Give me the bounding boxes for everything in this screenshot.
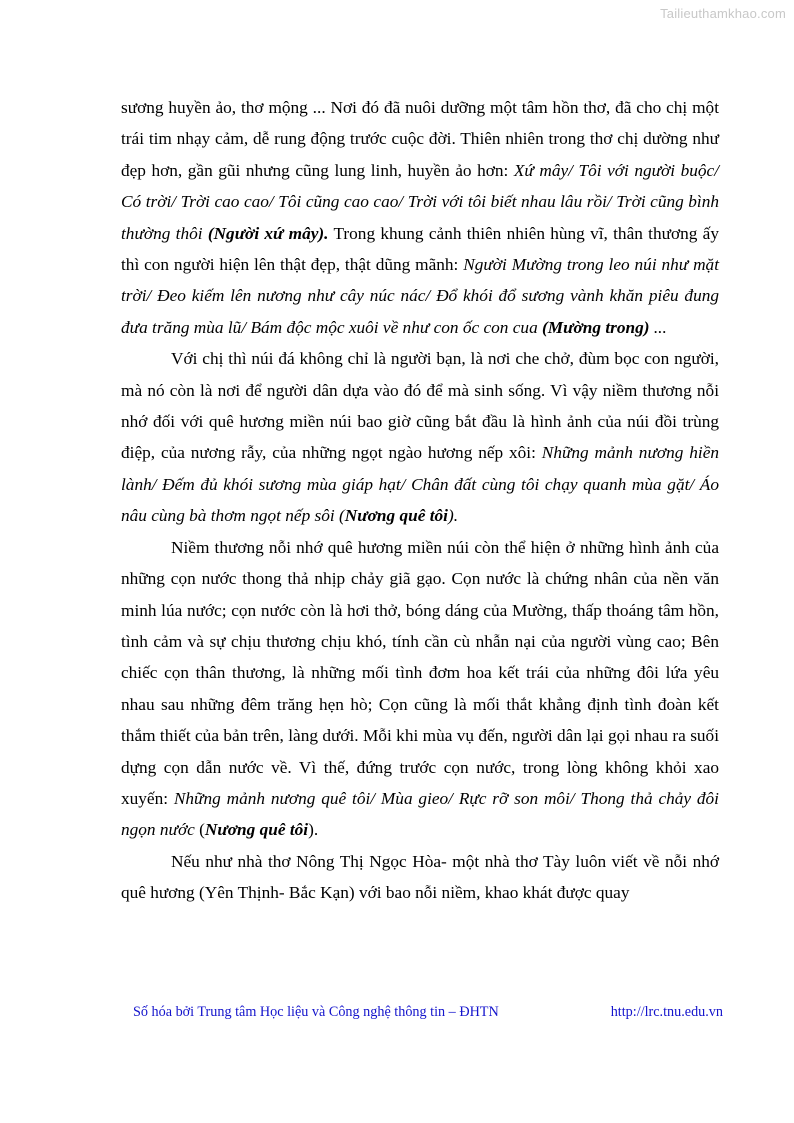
- document-body: [121, 92, 719, 909]
- paragraph: [121, 846, 719, 909]
- paragraph: [121, 92, 719, 343]
- italic-text: Xứ mây/ Tôi với người buộc/ Có trời/ Trời cao cao/ Tôi cũng cao cao/ Trời với tôi biết nhau lâu rồi/ Trời cũng bình thường thôi: [121, 160, 719, 243]
- paragraph: [121, 532, 719, 846]
- bold-italic-text: (Người xứ mây).: [207, 223, 329, 243]
- watermark: Tailieuthamkhao.com: [660, 6, 786, 21]
- body-text: Với chị thì núi đá không chỉ là người bạn, là nơi che chở, đùm bọc con người, mà nó còn là nơi để người dân dựa vào đó để mà sinh sống. Vì vậy niềm thương nỗi nhớ đối với quê hương miền núi bao giờ cũng bắt đầu là hình ảnh của núi đồi trùng điệp, của nương rẫy, của những ngọt ngào hương nếp xôi:: [121, 349, 719, 463]
- page-footer: [133, 1004, 723, 1021]
- body-text: (: [194, 820, 205, 840]
- body-text: Nếu như nhà thơ Nông Thị Ngọc Hòa- một nhà thơ Tày luôn viết về nỗi nhớ quê hương (Yên Thịnh- Bắc Kạn) với bao nỗi niềm, khao khát được quay: [121, 851, 719, 903]
- bold-italic-text: Nương quê tôi: [344, 506, 448, 526]
- italic-text: Người Mường trong leo núi như mặt trời/ Đeo kiếm lên nương như cây núc nác/ Đổ khói đổ sương vành khăn piêu đung đưa trăng mùa lũ/ Bám độc mộc xuôi về như con ốc con cua: [121, 255, 719, 337]
- bold-italic-text: Nương quê tôi: [204, 820, 309, 840]
- body-text: Niềm thương nỗi nhớ quê hương miền núi còn thể hiện ở những hình ảnh của những cọn nước thong thả nhịp chảy giã gạo. Cọn nước là chứng nhân của nền văn minh lúa nước; cọn nước còn là hơi thở, bóng dáng của Mường, thấp thoáng tâm hồn, tình cảm và sự chịu thương chịu khó, tính cần cù nhẫn nại của người vùng cao; Bên chiếc cọn thân thương, là những mối tình đơm hoa kết trái của những đôi lứa yêu nhau sau những đêm trăng hẹn hò; Cọn cũng là mối thắt khẳng định tình đoàn kết thắm thiết của bản trên, làng dưới. Mỗi khi mùa vụ đến, người dân lại gọi nhau ra suối dựng cọn dẫn nước về. Vì thế, đứng trước cọn nước, trong lòng không khỏi xao xuyến:: [121, 537, 719, 808]
- paragraph: [121, 343, 719, 531]
- body-text: Trong khung cảnh thiên nhiên hùng vĩ, thân thương ấy thì con người hiện lên thật đẹp, thật dũng mãnh:: [121, 223, 719, 275]
- italic-text: ).: [447, 506, 459, 526]
- body-text: ).: [308, 820, 319, 840]
- italic-text: Những mảnh nương quê tôi/ Mùa gieo/ Rực rỡ son môi/ Thong thả chảy đôi ngọn nước: [121, 788, 719, 840]
- bold-italic-text: (Mường trong): [542, 317, 650, 337]
- footer-url[interactable]: http://lrc.tnu.edu.vn: [610, 1004, 723, 1020]
- italic-text: Những mảnh nương hiền lành/ Đếm đủ khói sương mùa giáp hạt/ Chân đất cùng tôi chạy quanh mùa gặt/ Áo nâu cùng bà thơm ngọt nếp sôi (: [121, 443, 720, 526]
- italic-text: ...: [649, 317, 667, 337]
- body-text: sương huyền ảo, thơ mộng ... Nơi đó đã nuôi dưỡng một tâm hồn thơ, đã cho chị một trái tim nhạy cảm, dễ rung động trước cuộc đời. Thiên nhiên trong thơ chị dường như đẹp hơn, gần gũi nhưng cũng lung linh, huyền ảo hơn:: [121, 98, 719, 180]
- footer-source: Số hóa bởi Trung tâm Học liệu và Công nghệ thông tin – ĐHTN: [133, 1004, 499, 1020]
